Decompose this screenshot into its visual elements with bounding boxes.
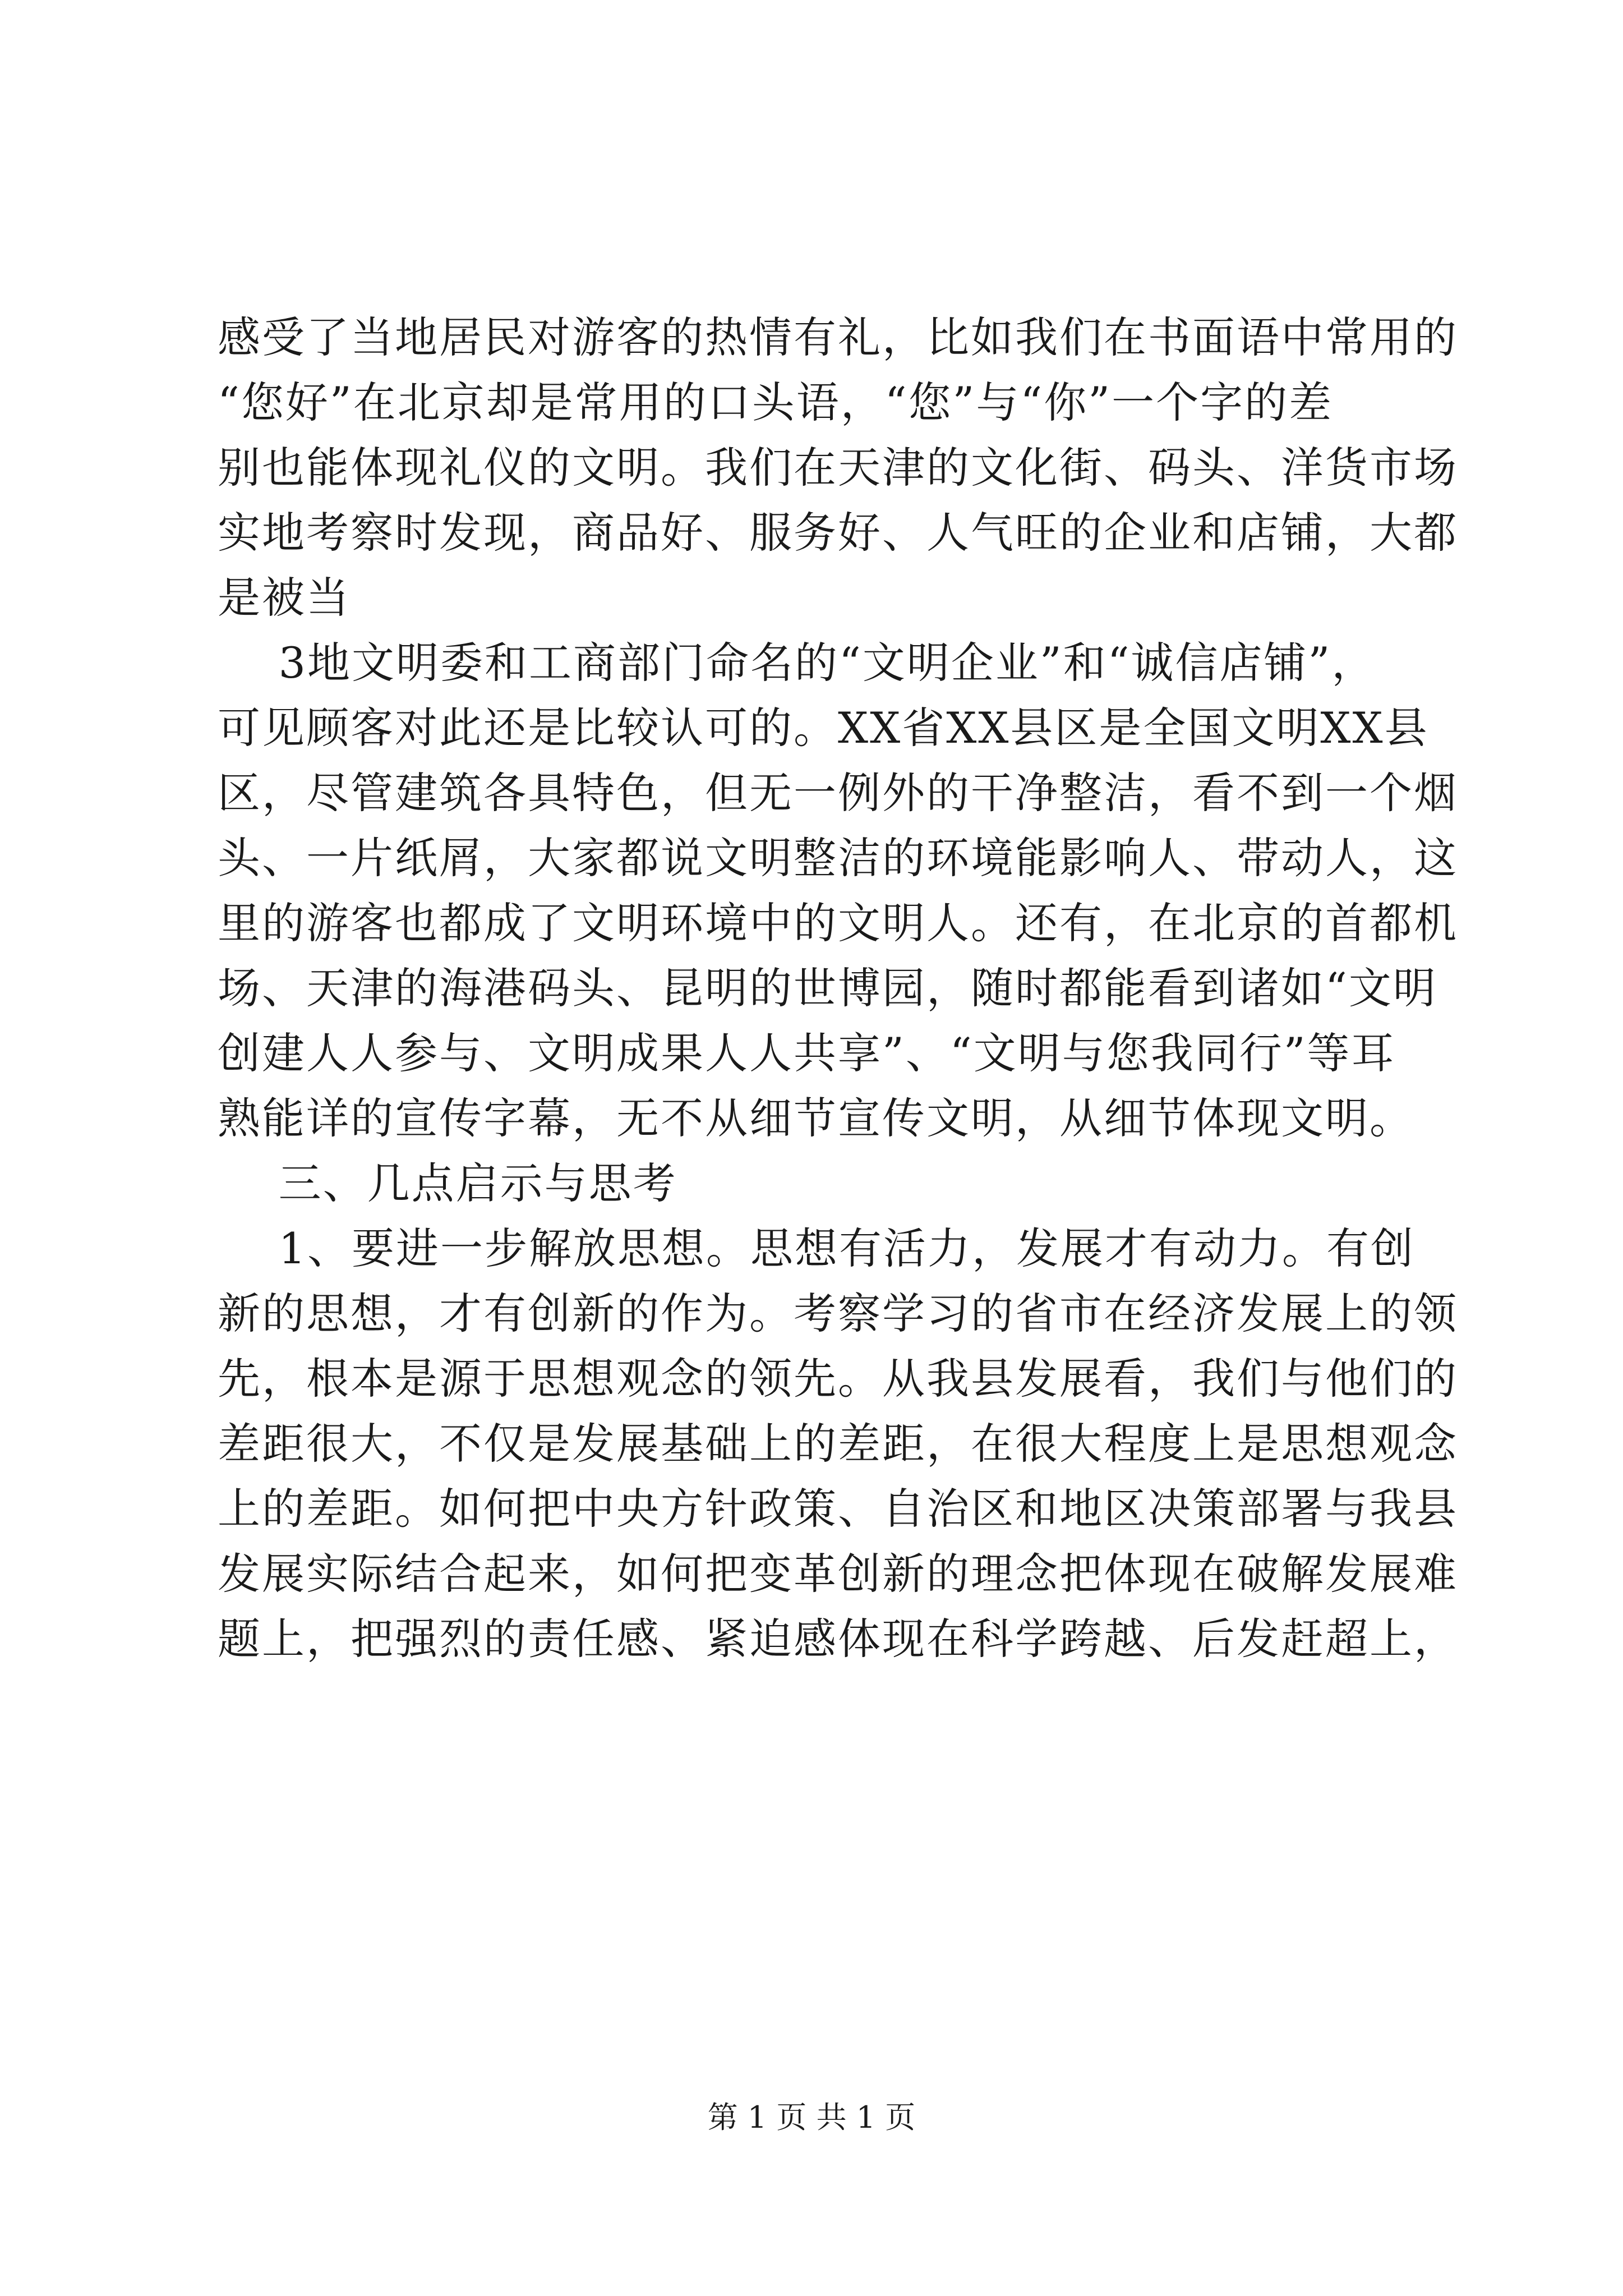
body-line-15: 1、要进一步解放思想。思想有活力，发展才有动力。有创 [218, 1223, 1415, 1273]
section-heading: 三、几点启示与思考 [218, 1158, 677, 1208]
body-line-13: 熟能详的宣传字幕，无不从细节宣传文明，从细节体现文明。 [218, 1093, 1414, 1143]
body-line-19: 上的差距。如何把中央方针政策、自治区和地区决策部署与我县 [218, 1484, 1458, 1534]
body-line-17: 先，根本是源于思想观念的领先。从我县发展看，我们与他们的 [218, 1354, 1458, 1404]
body-line-8: 区，尽管建筑各具特色，但无一例外的干净整洁，看不到一个烟 [218, 768, 1458, 818]
body-line-16: 新的思想，才有创新的作为。考察学习的省市在经济发展上的领 [218, 1289, 1458, 1338]
body-line-18: 差距很大，不仅是发展基础上的差距，在很大程度上是思想观念 [218, 1419, 1458, 1469]
body-line-9: 头、一片纸屑，大家都说文明整洁的环境能影响人、带动人，这 [218, 833, 1458, 883]
body-line-10: 里的游客也都成了文明环境中的文明人。还有，在北京的首都机 [218, 898, 1458, 948]
body-line-1: 感受了当地居民对游客的热情有礼，比如我们在书面语中常用的 [218, 312, 1458, 362]
body-line-20: 发展实际结合起来，如何把变革创新的理念把体现在破解发展难 [218, 1549, 1458, 1599]
body-line-7: 可见顾客对此还是比较认可的。XX省XX县区是全国文明XX县 [218, 703, 1429, 753]
body-line-12: 创建人人参与、文明成果人人共享”、“文明与您我同行”等耳 [218, 1028, 1396, 1078]
body-line-5: 是被当 [218, 573, 351, 623]
body-line-2: “您好”在北京却是常用的口头语，“您”与“你”一个字的差 [218, 378, 1334, 427]
body-line-11: 场、天津的海港码头、昆明的世博园，随时都能看到诸如“文明 [218, 963, 1437, 1013]
page-footer: 第 1 页 共 1 页 [707, 2100, 916, 2135]
body-line-3: 别也能体现礼仪的文明。我们在天津的文化街、码头、洋货市场 [218, 443, 1458, 493]
body-line-6: 3地文明委和工商部门命名的“文明企业”和“诚信店铺”， [218, 638, 1376, 688]
body-line-21: 题上，把强烈的责任感、紧迫感体现在科学跨越、后发赶超上， [218, 1614, 1458, 1664]
body-line-4: 实地考察时发现，商品好、服务好、人气旺的企业和店铺，大都 [218, 508, 1458, 558]
